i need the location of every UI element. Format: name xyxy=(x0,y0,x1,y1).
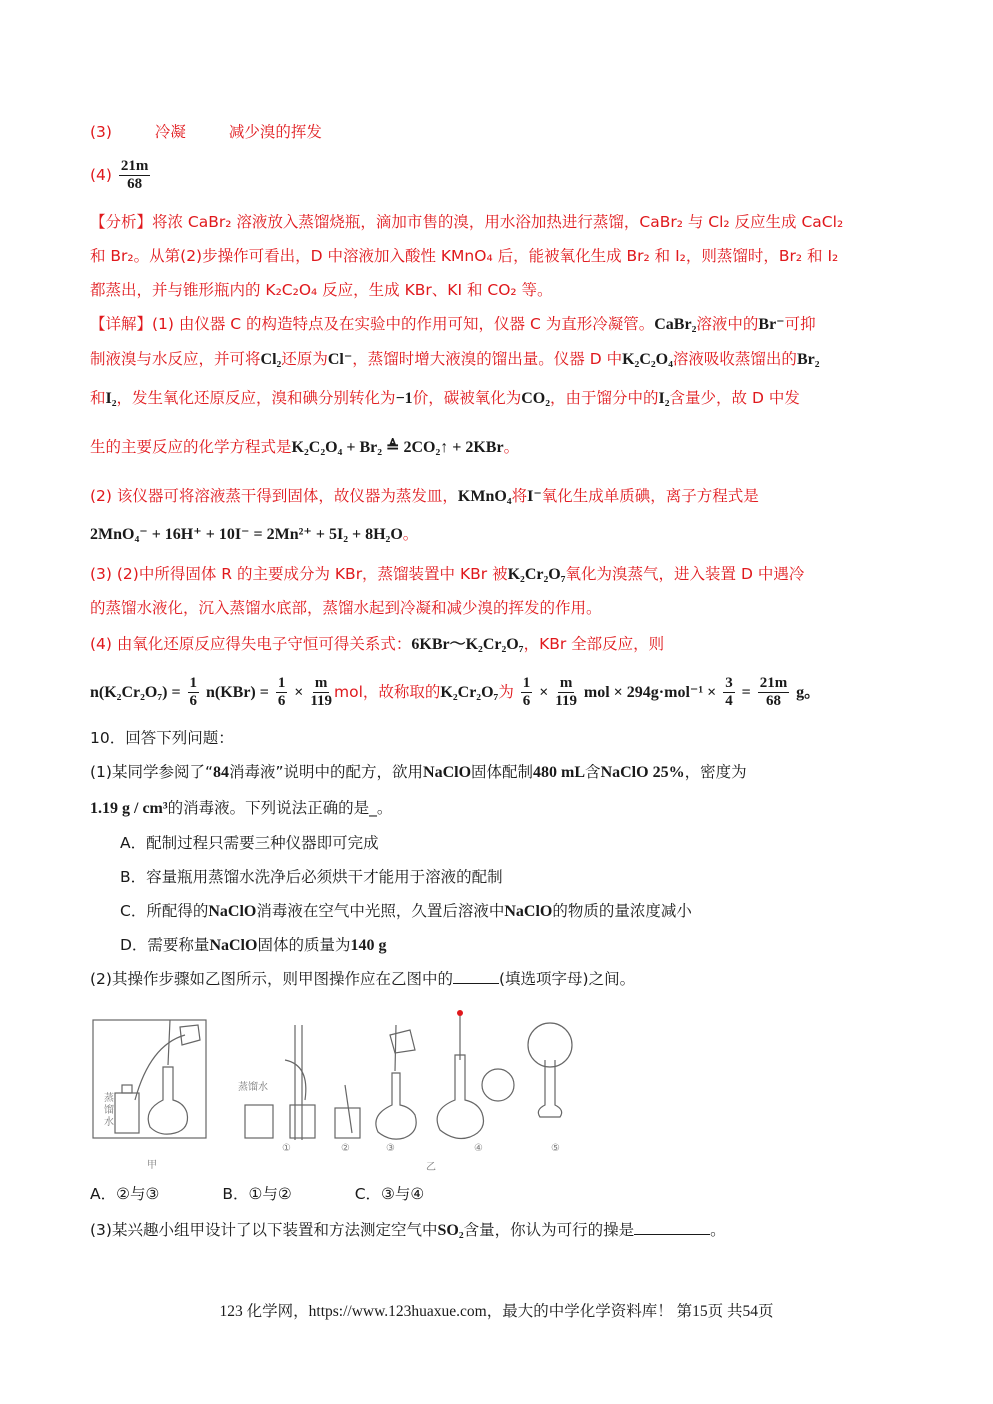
chemical-equation: K₂C₂O₄ + Br₂ ≜ 2CO₂↑ + 2KBr xyxy=(291,439,504,456)
volumetric-flask-icon xyxy=(437,1055,483,1138)
answer-choices xyxy=(90,1182,933,1206)
choice-b[interactable]: B．①与② xyxy=(222,1185,292,1203)
detail-line: (3) (2)中所得固体 R 的主要成分为 KBr，蒸馏装置中 KBr 被K₂Cr₂O₇氧化为溴蒸气，进入装置 D 中遇冷 xyxy=(90,565,805,583)
choice-c[interactable]: C．③与④ xyxy=(354,1185,425,1203)
detail-line: 的蒸馏水液化，沉入蒸馏水底部，蒸馏水起到冷凝和减少溴的挥发的作用。 xyxy=(90,599,602,617)
detail-line: (2) 该仪器可将溶液蒸干得到固体，故仪器为蒸发皿，KMnO₄将I⁻氧化生成单质碘，离子方程式是 xyxy=(90,487,759,505)
answer-4 xyxy=(90,158,933,193)
answer-blank[interactable] xyxy=(634,1218,710,1235)
step-label: ③ xyxy=(386,1143,395,1154)
analysis-line: 和 Br₂。从第(2)步操作可看出，D 中溶液加入酸性 KMnO₄ 后，能被氧化生成 Br₂ 和 I₂，则蒸馏时，Br₂ 和 I₂ xyxy=(90,247,839,265)
question-text: (3)某兴趣小组甲设计了以下装置和方法测定空气中SO₂含量，你认为可行的操是 。 xyxy=(90,1218,933,1243)
page-footer: 123 化学网，https://www.123huaxue.com，最大的中学化学资料库！ 第15页 共54页 xyxy=(219,1303,774,1320)
answer-text: 冷凝 xyxy=(154,123,186,141)
step-label: ② xyxy=(341,1143,350,1154)
figure-label-jia: 甲 xyxy=(147,1160,157,1171)
answer-text: 减少溴的挥发 xyxy=(228,123,322,141)
option-b: B．容量瓶用蒸馏水洗净后必须烘干才能用于溶液的配制 xyxy=(120,868,503,886)
answer-3 xyxy=(90,120,933,144)
detail-formula-line: n(K₂Cr₂O₇) = $\frac{1}{6}$ n(KBr) = $\frac{1}{6}$ × $\frac{m}{119}$ mol，故称取的K₂Cr₂O₇为 $\frac{1}{6}$ × $\frac{m}{119}$ mol × 294g·mol⁻¹ × $\frac{3}{4}$ = $\frac{21m}{68}$ g。 xyxy=(90,675,821,709)
dropper-tip-icon xyxy=(457,1010,463,1016)
volumetric-flask-icon xyxy=(148,1067,187,1134)
detail-line: 制液溴与水反应，并可将Cl₂还原为Cl⁻，蒸馏时增大液溴的馏出量。仪器 D 中K₂C₂O₄溶液吸收蒸馏出的Br₂ xyxy=(90,350,820,368)
choice-a[interactable]: A．②与③ xyxy=(90,1185,160,1203)
lab-procedure-figure xyxy=(90,1005,610,1175)
question-text: (2)其操作步骤如乙图所示，则甲图操作应在乙图中的 (填选项字母)之间。 xyxy=(90,967,933,991)
analysis-line: 【分析】将浓 CaBr₂ 溶液放入蒸馏烧瓶，滴加市售的溴，用水浴加热进行蒸馏，CaBr₂ 与 Cl₂ 反应生成 CaCl₂ xyxy=(90,213,844,231)
option-d: D．需要称量NaClO固体的质量为140 g xyxy=(120,936,387,954)
volumetric-flask-icon xyxy=(376,1073,416,1139)
volumetric-flask-icon xyxy=(538,1060,561,1117)
answer-number: (4) xyxy=(90,166,112,184)
detail-line: 2MnO₄⁻ + 16H⁺ + 10I⁻ = 2Mn²⁺ + 5I₂ + 8H₂O。 xyxy=(90,525,419,543)
question-text: 1.19 g / cm³的消毒液。下列说法正确的是_。 xyxy=(90,799,393,817)
arrow-icon xyxy=(135,1035,185,1100)
figure-label-yi: 乙 xyxy=(426,1162,436,1173)
detail-line: 【详解】(1) 由仪器 C 的构造特点及在实验中的作用可知，仪器 C 为直形冷凝管。CaBr₂溶液中的Br⁻可抑 xyxy=(90,315,816,333)
step-label: ① xyxy=(282,1143,291,1154)
option-a: A．配制过程只需要三种仪器即可完成 xyxy=(120,834,379,852)
figure-label-water2: 蒸馏水 xyxy=(238,1082,268,1093)
step-label: ④ xyxy=(474,1143,483,1154)
analysis-line: 都蒸出，并与锥形瓶内的 K₂C₂O₄ 反应，生成 KBr、KI 和 CO₂ 等。 xyxy=(90,281,553,299)
question-title: 10．回答下列问题： xyxy=(90,729,234,747)
ionic-equation: 2MnO₄⁻ + 16H⁺ + 10I⁻ = 2Mn²⁺ + 5I₂ + 8H₂O xyxy=(90,526,403,543)
question-text: (1)某同学参阅了“84消毒液”说明中的配方，欲用NaClO固体配制480 mL含NaClO 25%，密度为 xyxy=(90,763,747,781)
figure-label-water: 蒸 馏 水 xyxy=(104,1093,114,1128)
detail-line: (4) 由氧化还原反应得失电子守恒可得关系式：6KBr～K₂Cr₂O₇，KBr 全部反应，则 xyxy=(90,635,665,653)
beaker-icon xyxy=(245,1105,273,1138)
fraction: $\frac{21m}{68}$ xyxy=(120,158,149,192)
beaker-icon xyxy=(335,1108,360,1138)
option-c: C．所配得的NaClO消毒液在空气中光照，久置后溶液中NaClO的物质的量浓度减小 xyxy=(120,902,692,920)
detail-line: 生的主要反应的化学方程式是K₂C₂O₄ + Br₂ ≜ 2CO₂↑ + 2KBr。 xyxy=(90,438,520,456)
answer-blank[interactable] xyxy=(453,967,499,984)
detail-line: 和I₂，发生氧化还原反应，溴和碘分别转化为−1价，碳被氧化为CO₂，由于馏分中的I₂含量少，故 D 中发 xyxy=(90,389,800,407)
step-label: ⑤ xyxy=(551,1143,560,1154)
answer-number: (3) xyxy=(90,123,112,141)
